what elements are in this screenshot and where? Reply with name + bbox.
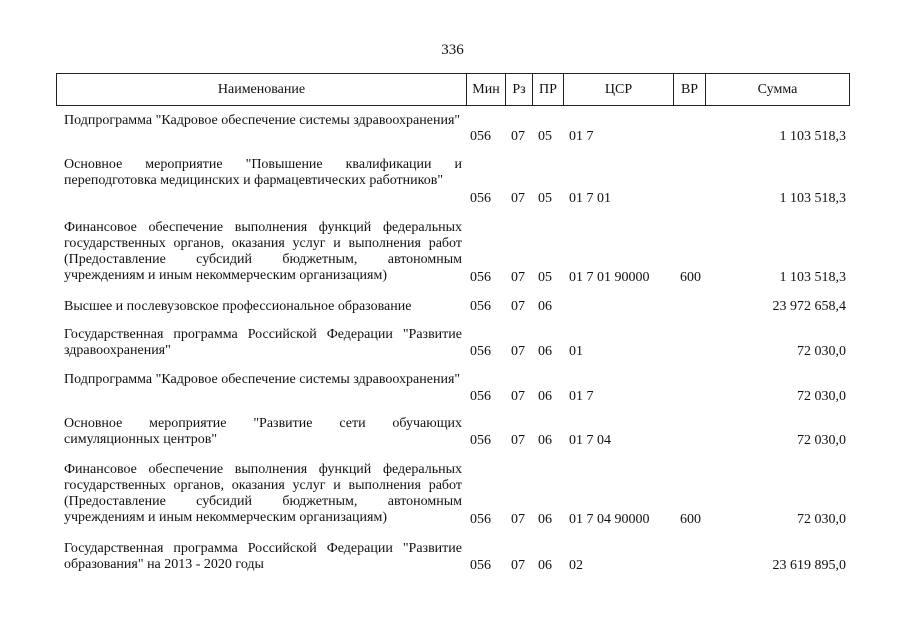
row-pr: 05 — [538, 129, 552, 144]
table-row — [56, 113, 850, 145]
row-name: Государственная программа Российской Федерации "Развитие образования" на 2013 - 2020 годы — [64, 541, 462, 572]
row-csr: 01 7 04 90000 — [569, 512, 650, 527]
row-name: Финансовое обеспечение выполнения функций федеральных государственных органов, оказания услуг и выполнения работ (Предоставление субсидий бюджетным, автономным учреждениям и иным некоммерческим организациям) — [64, 462, 462, 525]
row-pr: 06 — [538, 433, 552, 448]
row-name: Подпрограмма "Кадровое обеспечение системы здравоохранения" — [64, 372, 461, 387]
table-row — [56, 541, 850, 574]
row-name: Основное мероприятие "Повышение квалификации и переподготовка медицинских и фармацевтических работников" — [64, 157, 462, 188]
row-min: 056 — [470, 433, 491, 448]
row-pr: 06 — [538, 344, 552, 359]
row-min: 056 — [470, 389, 491, 404]
row-name: Основное мероприятие "Развитие сети обучающих симуляционных центров" — [64, 416, 462, 447]
row-rz: 07 — [511, 270, 525, 285]
row-rz: 07 — [511, 558, 525, 573]
row-sum: 72 030,0 — [797, 433, 846, 448]
row-rz: 07 — [511, 512, 525, 527]
row-pr: 05 — [538, 191, 552, 206]
row-pr: 06 — [538, 512, 552, 527]
row-sum: 72 030,0 — [797, 344, 846, 359]
row-name: Государственная программа Российской Федерации "Развитие здравоохранения" — [64, 327, 462, 358]
row-sum: 72 030,0 — [797, 512, 846, 527]
row-sum: 1 103 518,3 — [779, 270, 846, 285]
row-min: 056 — [470, 344, 491, 359]
row-sum: 23 619 895,0 — [772, 558, 846, 573]
row-pr: 06 — [538, 389, 552, 404]
row-min: 056 — [470, 299, 491, 314]
row-vr: 600 — [680, 512, 701, 527]
row-csr: 01 7 — [569, 389, 594, 404]
table-row — [56, 327, 850, 360]
row-name: Финансовое обеспечение выполнения функций федеральных государственных органов, оказания услуг и выполнения работ (Предоставление субсидий бюджетным, автономным учреждениям и иным некоммерческим организациям) — [64, 220, 462, 283]
header-name: Наименование — [57, 74, 467, 105]
row-rz: 07 — [511, 299, 525, 314]
table-row — [56, 220, 850, 286]
row-rz: 07 — [511, 389, 525, 404]
row-name: Высшее и послевузовское профессиональное образование — [64, 299, 412, 314]
row-sum: 1 103 518,3 — [779, 191, 846, 206]
row-sum: 1 103 518,3 — [779, 129, 846, 144]
row-pr: 06 — [538, 558, 552, 573]
table-row — [56, 299, 850, 315]
table-row — [56, 462, 850, 528]
row-csr: 01 — [569, 344, 583, 359]
row-csr: 02 — [569, 558, 583, 573]
header-vr: ВР — [674, 74, 706, 105]
row-pr: 06 — [538, 299, 552, 314]
row-pr: 05 — [538, 270, 552, 285]
row-csr: 01 7 — [569, 129, 594, 144]
row-csr: 01 7 04 — [569, 433, 611, 448]
row-csr: 01 7 01 90000 — [569, 270, 650, 285]
row-min: 056 — [470, 512, 491, 527]
table-row — [56, 372, 850, 405]
header-sum: Сумма — [757, 82, 798, 97]
row-min: 056 — [470, 191, 491, 206]
row-rz: 07 — [511, 433, 525, 448]
row-rz: 07 — [511, 129, 525, 144]
row-sum: 72 030,0 — [797, 389, 846, 404]
page-number: 336 — [441, 42, 464, 58]
row-csr: 01 7 01 — [569, 191, 611, 206]
row-min: 056 — [470, 129, 491, 144]
header-min: Мин — [467, 74, 506, 105]
header-rz: Рз — [506, 74, 533, 105]
row-min: 056 — [470, 270, 491, 285]
row-name: Подпрограмма "Кадровое обеспечение системы здравоохранения" — [64, 113, 461, 128]
table-row — [56, 416, 850, 449]
row-sum: 23 972 658,4 — [772, 299, 846, 314]
row-min: 056 — [470, 558, 491, 573]
row-rz: 07 — [511, 344, 525, 359]
row-rz: 07 — [511, 191, 525, 206]
table-row — [56, 157, 850, 207]
header-csr: ЦСР — [564, 74, 674, 105]
row-vr: 600 — [680, 270, 701, 285]
table-header — [56, 73, 850, 106]
header-pr: ПР — [533, 74, 564, 105]
